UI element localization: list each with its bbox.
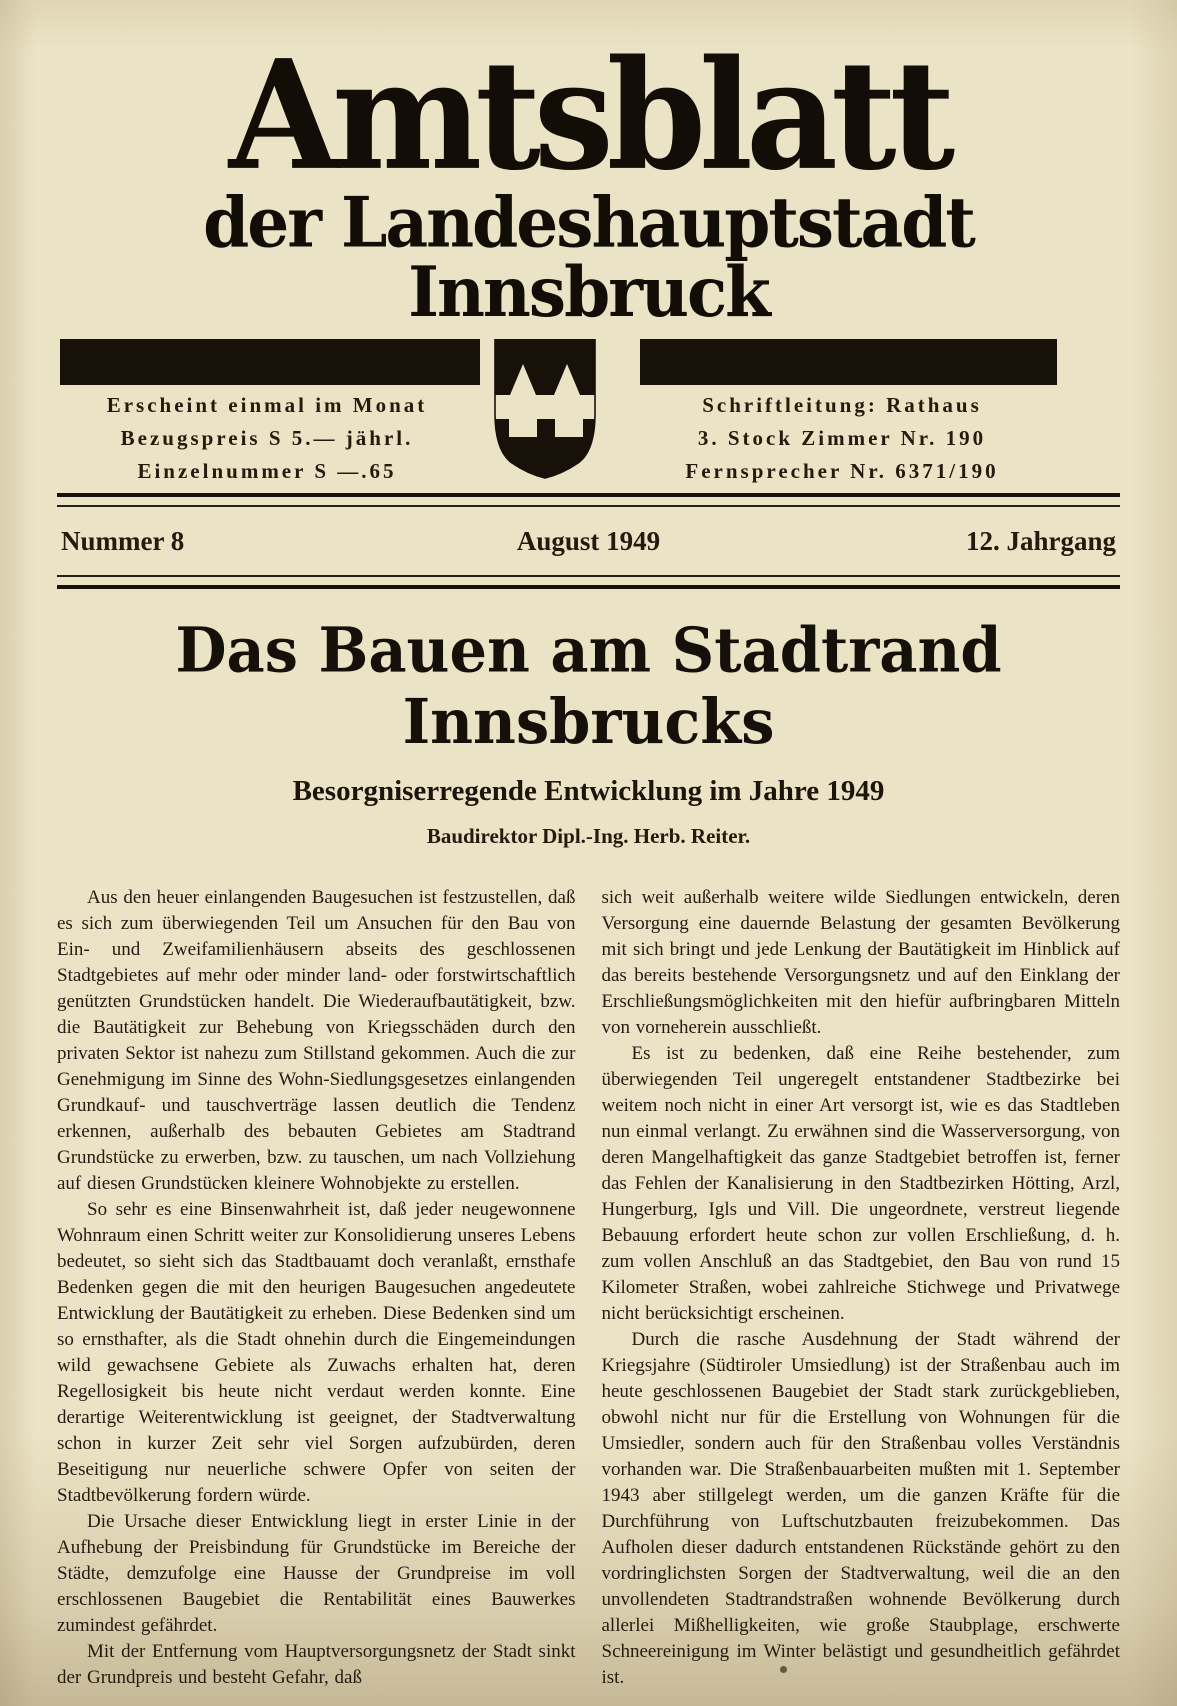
masthead-title: Amtsblatt [228,27,949,204]
issue-date: August 1949 [516,525,661,556]
column-right [602,885,1121,1691]
editorial-info [617,389,1067,488]
publication-info-line: Einzelnummer S —.65 [137,458,397,483]
paragraph: So sehr es eine Binsenwahrheit ist, daß jeder neugewonnene Wohnraum einen Schritt weiter zur Konsolidierung unseres Lebens bedeutet, so sieht sich das Stadtbauamt doch veranlaßt, ernsthafe Bedenken gegen die mit den heurigen Baugesuchen angedeutete Entwicklung der Bautätigkeit zu erheben. Diese Bedenken sind um so ernsthafter, als die Stadt ohnehin durch die Eingemeindungen wild gewachsene Gebiete als Zuwachs erhalten hat, deren Regellosigkeit bis heute nicht verdaut werden konnte. Eine derartige Weiterentwicklung ist geeignet, der Stadtverwaltung schon in kurzer Zeit sehr viel Sorgen aufzubürden, deren Beseitigung nur neuerliche schwere Opfer von seiten der Stadtbevölkerung fordern würde. [57,1198,576,1506]
article-headline: Das Bauen am Stadtrand Innsbrucks [175,614,1002,758]
publication-info [57,389,477,488]
paragraph: Es ist zu bedenken, daß eine Reihe bestehender, zum überwiegenden Teil ungeregelt entstandener Stadtbezirke bei weitem noch nicht in einer Art versorgt ist, wie es das Stadtleben nun einmal verlangt. Zu erwähnen sind die Wasserversorgung, von deren Mangelhaftigkeit das ganze Stadtgebiet betroffen ist, ferner das Fehlen der Kanalisierung in den Stadtbezirken Hötting, Arzl, Hungerburg, Igls und Vill. Die ungeordnete, verstreut liegende Bebauung erfordert heute schon zur vollen Erschließung, d. h. zum vollen Anschluß an das Stadtgebiet, den Bau von rund 15 Kilometer Straßen, wobei zahlreiche Stichwege und Privatwege nicht berücksichtigt erscheinen. [601,1042,1120,1324]
paragraph: Durch die rasche Ausdehnung der Stadt während der Kriegsjahre (Südtiroler Umsiedlung) ist der Straßenbau auch im heute geschlossenen Baugebiet der Stadt stark zurückgeblieben, obwohl nicht nur für die Erstellung von Wohnungen für die Umsiedler, sondern auch für den Straßenbau volles Verständnis vorhanden war. Die Straßenbauarbeiten mußten mit 1. September 1943 aber stillgelegt werden, um die ganzen Kräfte für die Durchführung von Luftschutzbauten freizubekommen. Das Aufholen dieser dadurch entstandenen Rückstände gehört zu den vordringlichsten Sorgen der Stadtverwaltung, weil die an den unvollendeten Stadtrandstraßen wohnende Bevölkerung durch allerlei Mißhelligkeiten, wie große Staubplage, erschwerte Schneereinigung im Winter belästigt und gesundheitlich gefährdet ist. [601,1328,1120,1688]
column-left [57,885,576,1691]
editorial-info-line: Fernsprecher Nr. 6371/190 [685,458,999,483]
editorial-info-line: 3. Stock Zimmer Nr. 190 [697,425,987,450]
publication-info-line: Erscheint einmal im Monat [106,392,428,417]
innsbruck-arms-shield-icon [490,339,600,481]
paragraph-continuation: sich weit außerhalb weitere wilde Siedlungen entwickeln, deren Versorgung eine dauernde Belastung der gesamten Bevölkerung mit sich bringt und jede Lenkung der Bautätigkeit im Hinblick auf das bereits bestehende Versorgungsnetz und auf den Einklang der Erschließungsmöglichkeiten mit den hiefür aufbringbaren Mitteln von vorneherein ausschließt. [601,886,1120,1038]
issue-bar [57,507,1120,575]
banner-bar-right [640,339,1057,385]
paragraph: Die Ursache dieser Entwicklung liegt in erster Linie in der Aufhebung der Preisbindung für Grundstücke im Bereiche der Städte, demzufolge eine Hausse der Grundpreise im voll erschlossenen Baugebiet die Rentabilität eines Bauwerkes zumindest gefährdet. [57,1510,576,1636]
article-body [57,885,1120,1691]
article-subheadline: Besorgniserregende Entwicklung im Jahre 1949 [292,774,885,807]
ink-speck [780,1666,787,1673]
divider-rule-top [57,493,1120,507]
article-byline: Baudirektor Dipl.-Ing. Herb. Reiter. [426,823,751,848]
issue-volume: 12. Jahrgang [965,525,1116,556]
divider-rule-bottom [57,575,1120,589]
banner-bar-left [60,339,480,385]
banner-band [57,339,1120,385]
issue-number: Nummer 8 [61,525,185,556]
masthead-subtitle: der Landeshauptstadt Innsbruck [203,181,974,333]
printed-area [57,0,1120,1691]
masthead [57,0,1120,333]
editorial-info-line: Schriftleitung: Rathaus [702,392,982,417]
paragraph: Mit der Entfernung vom Hauptversorgungsnetz der Stadt sinkt der Grundpreis und besteht Gefahr, daß [57,1640,576,1688]
paragraph: Aus den heuer einlangenden Baugesuchen ist festzustellen, daß es sich zum überwiegenden Teil um Ansuchen für den Bau von Ein- und Zweifamilienhäusern abseits des geschlossenen Stadtgebietes auf mehr oder minder land- oder forstwirtschaftlich genützten Grundstücken handelt. Die Wiederaufbautätigkeit, bzw. die Bautätigkeit zur Behebung von Kriegsschäden durch den privaten Sektor ist nahezu zum Stillstand gekommen. Auch die zur Genehmigung im Sinne des Wohn-Siedlungsgesetzes einlangenden Grundkauf- und tauschverträge lassen deutlich die Tendenz erkennen, außerhalb des bebauten Gebietes am Stadtrand Grundstücke zu erwerben, bzw. zu tauschen, um nach Vollziehung auf diesen Grundstücken kleinere Wohnobjekte zu erstellen. [57,886,576,1194]
publication-info-line: Bezugspreis S 5.— jährl. [120,425,414,450]
